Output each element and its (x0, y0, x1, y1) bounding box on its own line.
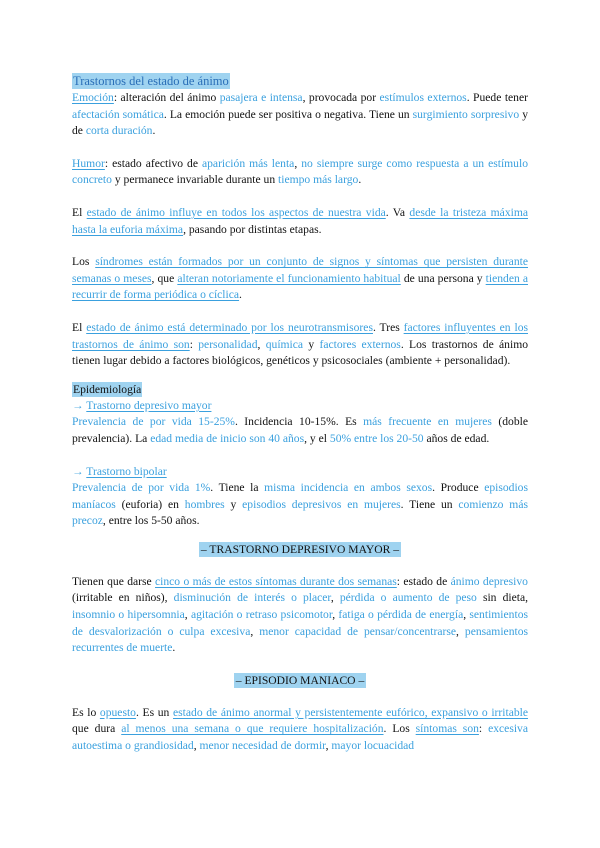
term-humor: Humor (72, 156, 105, 170)
paragraph-bipolar (72, 480, 528, 530)
text: . Los (383, 722, 416, 736)
highlight: aparición más lenta (201, 156, 295, 170)
text: Los (72, 255, 96, 269)
text: : estado afectivo de (104, 156, 202, 170)
paragraph-sindromes (72, 254, 528, 304)
underlined-highlight: síntomas son (415, 722, 479, 736)
text: , y el (304, 431, 330, 445)
text: Es lo (72, 705, 100, 719)
underlined-highlight: factores influyentes en los trastornos de ánimo son (72, 320, 528, 351)
spacer (72, 448, 528, 464)
title-highlight: Trastornos del estado de ánimo (73, 74, 229, 88)
highlight: agitación o retraso psicomotor (190, 608, 333, 622)
spacer (72, 689, 528, 705)
spacer (72, 140, 528, 156)
spacer (72, 370, 528, 380)
arrow-icon: → (72, 398, 87, 412)
paragraph-emocion (72, 90, 528, 140)
mayor-subheading (72, 398, 528, 415)
paragraph-neurotransmisores (72, 320, 528, 370)
highlight: no siempre surge como respuesta a un estímulo concreto (72, 156, 528, 187)
paragraph-maniaco (72, 705, 528, 755)
text: , provocada por (302, 91, 380, 104)
highlight: pensamientos recurrentes de muerte (72, 624, 529, 655)
text: y (303, 337, 320, 351)
underlined-highlight: estado de ánimo anormal y persistentemente eufórico, expansivo o irritable (173, 705, 529, 719)
highlight: comienzo más precoz (72, 497, 528, 528)
highlight: fatiga o pérdida de energía (338, 608, 464, 622)
underlined-highlight: cinco o más de estos síntomas durante dos semanas (155, 574, 397, 588)
underlined-highlight: estado de ánimo influye en todos los aspectos de nuestra vida (86, 205, 386, 219)
underlined-highlight: opuesto (99, 705, 136, 719)
section-heading: – EPISODIO MANIACO – (235, 673, 365, 687)
text: , (332, 608, 339, 622)
highlight: episodios maníacos (72, 481, 528, 511)
text: , (250, 624, 260, 638)
text: . (152, 124, 156, 138)
spacer (72, 189, 528, 205)
section-heading: – TRASTORNO DEPRESIVO MAYOR – (200, 542, 400, 556)
tdm-heading (72, 540, 528, 558)
underlined-highlight: tienden a recurrir de forma periódica o cíclica (72, 271, 528, 302)
text: , (456, 624, 465, 638)
highlight: factores externos (319, 337, 401, 351)
paragraph-humor (72, 156, 528, 189)
text: y de (72, 107, 528, 138)
highlight: más frecuente en mujeres (363, 415, 492, 429)
text: , (325, 739, 332, 753)
epidemiologia-heading (72, 380, 528, 398)
highlight: química (265, 337, 304, 351)
text: (euforia) en (115, 497, 185, 511)
highlight: menor necesidad de dormir (199, 739, 326, 753)
text: , (193, 739, 200, 753)
text: (doble prevalencia). La (72, 415, 529, 445)
text: (irritable en niños), (72, 591, 174, 605)
text: , (294, 156, 302, 170)
text: , (463, 608, 470, 622)
text: El (72, 320, 87, 334)
text: , pasando por distintas etapas. (183, 222, 322, 236)
text: . Tres (372, 320, 404, 334)
underlined-highlight: estado de ánimo está determinado por los neurotransmisores (86, 320, 373, 334)
text: El (72, 205, 87, 219)
highlight: 50% entre los 20-50 (329, 431, 424, 445)
text: . Tiene un (400, 497, 459, 511)
spacer (72, 304, 528, 320)
highlight: hombres (184, 497, 225, 511)
subheading-label: Trastorno bipolar (86, 464, 167, 478)
text: Tienen que darse (72, 574, 155, 588)
highlight: ánimo depresivo (450, 574, 528, 588)
text: : estado de (396, 574, 451, 588)
text: . Tiene la (210, 481, 265, 495)
highlight: corta duración (85, 124, 153, 138)
text: . Los trastornos de ánimo tienen lugar debido a factores biológicos, genéticos y psicosociales (ambiente + personalidad). (72, 337, 529, 368)
highlight: pérdida o aumento de peso (339, 591, 477, 605)
text: : (478, 722, 489, 736)
highlight: misma incidencia en ambos sexos (264, 481, 433, 495)
text: , que (151, 271, 178, 285)
highlight: estímulos externos (379, 91, 467, 104)
text: . Incidencia 10-15%. Es (234, 415, 364, 429)
paragraph-mayor (72, 414, 528, 447)
text: y permanece invariable durante un (111, 173, 279, 187)
text: . Es un (135, 705, 173, 719)
underlined-highlight: alteran notoriamente el funcionamiento habitual (177, 271, 401, 285)
text: . (358, 173, 362, 187)
text: , (330, 591, 340, 605)
highlight: episodios depresivos en mujeres (242, 497, 401, 511)
text: que dura (72, 722, 122, 736)
highlight: pasajera e intensa (219, 91, 303, 104)
highlight: tiempo más largo (278, 173, 359, 187)
text: . Va (385, 205, 410, 219)
highlight: surgimiento sorpresivo (412, 107, 520, 121)
text: y (224, 497, 243, 511)
highlight: disminución de interés o placer (173, 591, 331, 605)
term-emocion: Emoción (72, 91, 114, 104)
arrow-icon: → (72, 464, 87, 478)
text: . La emoción puede ser positiva o negativa. Tiene un (163, 107, 413, 121)
highlight: insomnio o hipersomnia (72, 608, 185, 622)
underlined-highlight: al menos una semana o que requiere hospitalización (121, 722, 384, 736)
text: . Puede tener (466, 91, 528, 104)
subheading-label: Trastorno depresivo mayor (86, 398, 212, 412)
text: : (189, 337, 199, 351)
spacer (72, 238, 528, 254)
text: . (172, 641, 176, 655)
text: , (257, 337, 266, 351)
underlined-highlight: desde la tristeza máxima hasta la euforia máxima (72, 205, 529, 236)
text: . Produce (432, 481, 485, 495)
highlight: mayor locuacidad (331, 739, 415, 753)
highlight: Prevalencia de por vida 15-25% (72, 415, 235, 429)
highlight: Prevalencia de por vida 1% (72, 481, 211, 495)
highlight: excesiva autoestima o grandiosidad (72, 722, 528, 753)
text: años de edad. (423, 431, 490, 445)
spacer (72, 657, 528, 671)
highlight: afectación somática (72, 107, 164, 121)
underlined-highlight: síndromes están formados por un conjunto de signos y síntomas que persisten durante semanas o meses (72, 255, 528, 285)
text: : alteración del ánimo (113, 91, 220, 104)
document-title (72, 72, 528, 90)
bipolar-subheading (72, 464, 528, 481)
text: , (184, 608, 191, 622)
text: . (239, 288, 242, 302)
highlight: menor capacidad de pensar/concentrarse (259, 624, 457, 638)
text: sin dieta, (476, 591, 528, 605)
em-heading (72, 671, 528, 689)
highlight: edad media de inicio son 40 años (150, 431, 305, 445)
paragraph-tdm (72, 574, 528, 657)
section-heading: Epidemiología (73, 382, 142, 396)
spacer (72, 530, 528, 540)
spacer (72, 558, 528, 574)
text: , entre los 5-50 años. (102, 514, 200, 528)
text: de una persona y (400, 271, 486, 285)
highlight: personalidad (198, 337, 258, 351)
paragraph-estado-animo (72, 205, 528, 238)
highlight: sentimientos de desvalorización o culpa excesiva (72, 608, 528, 638)
